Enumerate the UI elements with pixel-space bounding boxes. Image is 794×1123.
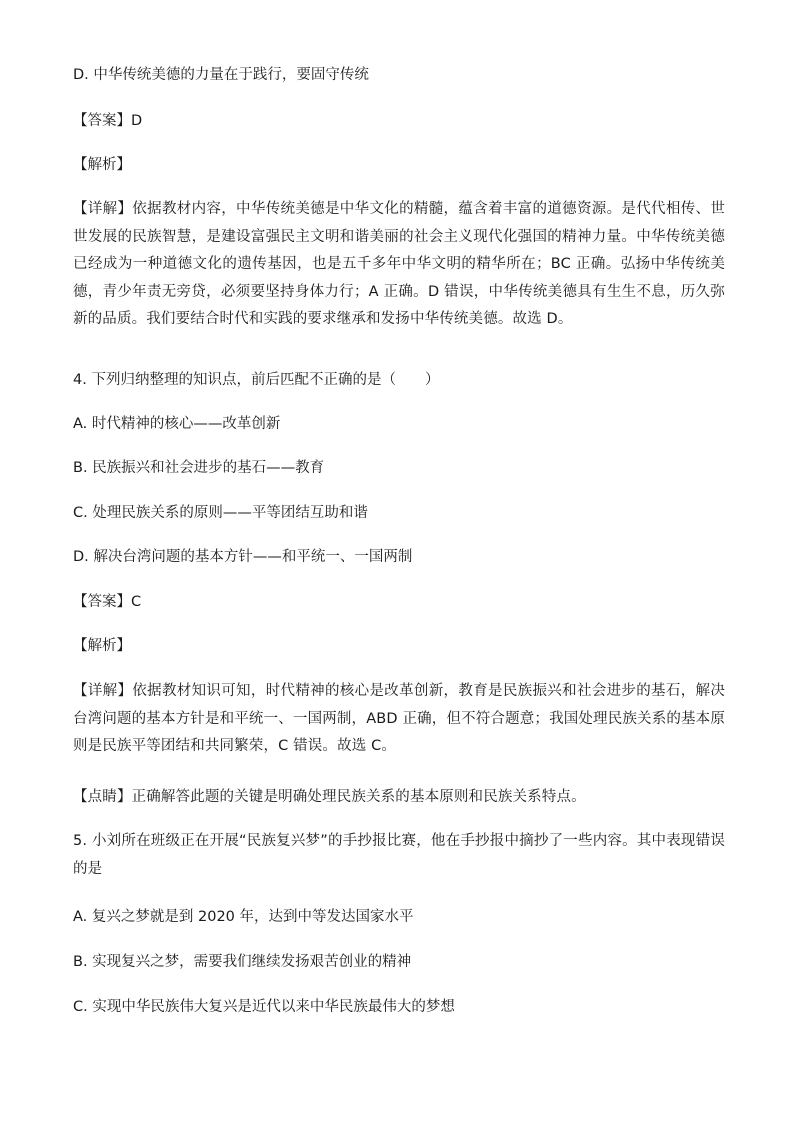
- q4-comment: [73, 784, 725, 812]
- answer-label: 【答案】: [73, 594, 131, 610]
- q5-stem: 5. 小刘所在班级正在开展“民族复兴梦”的手抄报比赛，他在手抄报中摘抄了一些内容。其中表现错误的是: [73, 833, 725, 877]
- comment-text: 正确解答此题的关键是明确处理民族关系的基本原则和民族关系特点。: [131, 789, 586, 805]
- q5-option-a: A. 复兴之梦就是到 2020 年，达到中等发达国家水平: [73, 909, 414, 925]
- detail-text: 依据教材内容，中华传统美德是中华文化的精髓，蕴含着丰富的道德资源。是代代相传、世世发展的民族智慧，是建设富强民主文明和谐美丽的社会主义现代化强国的精神力量。中华传统美德已经成为一种道德文化的遗传基因，也是五千多年中华文明的精华所在；BC 正确。弘扬中华传统美德，青少年责无旁贷，必须要坚持身体力行；A 正确。D 错误，中华传统美德具有生生不息，历久弥新的品质。我们要结合时代和实践的要求继承和发扬中华传统美德。故选 D。: [73, 201, 725, 327]
- detail-text: 依据教材知识可知，时代精神的核心是改革创新，教育是民族振兴和社会进步的基石，解决台湾问题的基本方针是和平统一、一国两制，ABD 正确，但不符合题意；我国处理民族关系的基本原则是民族平等团结和共同繁荣，C 错误。故选 C。: [73, 683, 725, 754]
- answer-value: D: [131, 113, 143, 129]
- q3-detail-paragraph: [73, 196, 725, 334]
- q3-analysis-label: 【解析】: [73, 157, 131, 173]
- q4-detail-paragraph: [73, 678, 725, 761]
- q5-option-b: B. 实现复兴之梦，需要我们继续发扬艰苦创业的精神: [73, 954, 412, 970]
- q4-analysis-label: 【解析】: [73, 638, 131, 654]
- detail-label: 【详解】: [73, 201, 133, 217]
- answer-value: C: [131, 594, 142, 610]
- q3-answer: [73, 108, 733, 134]
- q4-stem: 4. 下列归纳整理的知识点，前后匹配不正确的是（ ）: [73, 372, 440, 388]
- q3-option-d: D. 中华传统美德的力量在于践行，要固守传统: [73, 67, 369, 83]
- q4-option-d: D. 解决台湾问题的基本方针——和平统一、一国两制: [73, 549, 413, 565]
- q4-option-a: A. 时代精神的核心——改革创新: [73, 416, 281, 432]
- q4-option-c: C. 处理民族关系的原则——平等团结互助和谐: [73, 505, 368, 521]
- detail-label: 【详解】: [73, 683, 133, 699]
- q4-option-b: B. 民族振兴和社会进步的基石——教育: [73, 460, 325, 476]
- q5-option-c: C. 实现中华民族伟大复兴是近代以来中华民族最伟大的梦想: [73, 999, 455, 1015]
- q4-answer: [73, 589, 733, 615]
- comment-label: 【点睛】: [73, 789, 132, 805]
- answer-label: 【答案】: [73, 113, 131, 129]
